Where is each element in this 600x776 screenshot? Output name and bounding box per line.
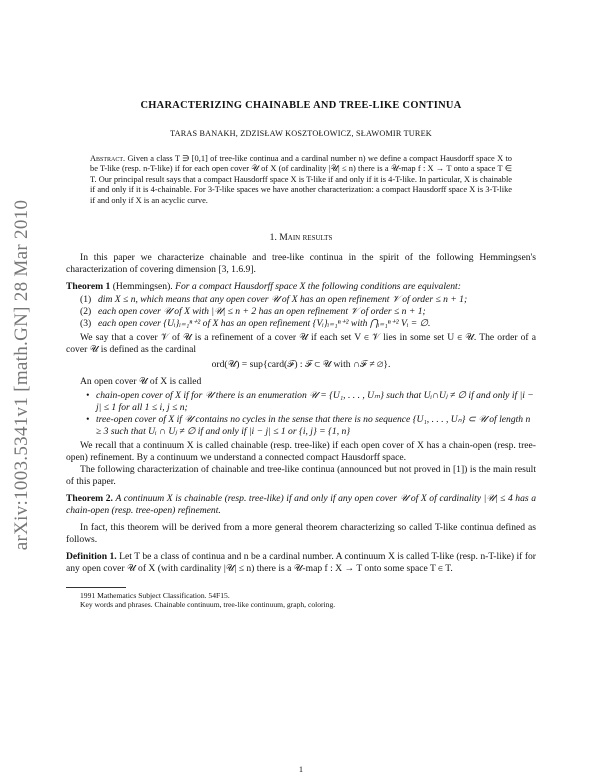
paper-authors: TARAS BANAKH, ZDZISŁAW KOSZTOŁOWICZ, SŁAWOMIR TUREK — [170, 129, 432, 138]
open-cover-intro: An open cover 𝒰 of X is called — [80, 376, 202, 388]
page-number: 1 — [298, 765, 304, 774]
condition-number: (3) — [80, 318, 92, 330]
theorem-1-conditions — [66, 294, 536, 330]
refinement-paragraph: We say that a cover 𝒱 of 𝒰 is a refinement of a cover 𝒰 if each set V ∈ 𝒱 lies in some set U ∈ 𝒰. The order of a cover 𝒰 is defined as the cardinal — [66, 332, 536, 356]
cover-types-list — [66, 390, 536, 438]
intro-paragraph: In this paper we characterize chainable and tree-like continua in the spirit of the following Hemmingsen's characterization of covering dimension [3, 1.6.9]. — [66, 252, 536, 276]
definition-1-text: Let T be a class of continua and n be a cardinal number. A continuum X is called T-like (resp. n-T-like) if for any open cover 𝒰 of X (with cardinality |𝒰| ≤ n) there is a 𝒰-map f : X → T onto some space T ∈ T. — [66, 551, 537, 575]
definition-1 — [66, 551, 536, 575]
footnote-rule — [66, 587, 126, 588]
abstract-label: Abstract. — [90, 154, 126, 163]
condition-item — [80, 306, 536, 318]
abstract-text: Given a class T ∋ [0,1] of tree-like continua and a cardinal number n) we define a compact Hausdorff space X to be T-like (resp. n-T-like) if for each open cover 𝒰 of X (of cardinality |𝒰| ≤ n) there is a 𝒰-map f : X → T onto a space T ∈ T. Our principal result says that a compact Hausdorff space X is T-like if and only if it is 4-T-like. In particular, X is chainable if and only if it is 4-chainable. For 3-T-like spaces we have another characterization: a compact Hausdorff space X is 3-T-like if and only if X is an acyclic curve. — [90, 154, 512, 205]
infact-paragraph: In fact, this theorem will be derived from a more general theorem characterizing so called T-like continua defined as follows. — [66, 522, 536, 546]
page-content — [66, 100, 537, 774]
paper-title: CHARACTERIZING CHAINABLE AND TREE-LIKE CONTINUA — [140, 100, 462, 111]
theorem-1-label: Theorem 1 — [66, 281, 111, 293]
definition-1-label: Definition 1. — [66, 551, 117, 563]
condition-item — [80, 294, 536, 306]
condition-number: (1) — [80, 294, 92, 306]
abstract — [90, 154, 512, 206]
footnotes — [66, 591, 536, 610]
theorem-2-statement: A continuum X is chainable (resp. tree-like) if and only if any open cover 𝒰 of X of cardinality |𝒰| ≤ 4 has a chain-open (resp. tree-open) refinement. — [66, 493, 536, 517]
section-number: 1. — [269, 232, 277, 244]
theorem-1 — [66, 281, 536, 293]
recall-paragraph: We recall that a continuum X is called chainable (resp. tree-like) if each open cover of X has a chain-open (resp. tree-open) refinement. By a continuum we understand a connected compact Hausdorff space. — [66, 440, 536, 464]
arxiv-stamp-container — [2, 150, 42, 600]
theorem-1-attribution: (Hemmingsen). — [112, 281, 173, 293]
bullet-chain-open: • chain-open cover of X if for 𝒰 there is an enumeration 𝒰 = {U₁, . . . , Uₘ} such that Uᵢ∩Uⱼ ≠ ∅ if and only if |i − j| ≤ 1 for all 1 ≤ i, j ≤ n; — [96, 390, 536, 414]
condition-item — [80, 318, 536, 330]
arxiv-stamp: arXiv:1003.5341v1 [math.GN] 28 Mar 2010 — [11, 199, 33, 551]
theorem-1-statement: For a compact Hausdorff space X the following conditions are equivalent: — [175, 281, 461, 293]
section-title: Main results — [279, 232, 333, 244]
footnote-keywords: Key words and phrases. Chainable continuum, tree-like continuum, graph, coloring. — [80, 600, 336, 610]
condition-text: each open cover {Uᵢ}ᵢ₌₁ⁿ⁺² of X has an open refinement {Vᵢ}ᵢ₌₁ⁿ⁺² with ⋂ᵢ₌₁ⁿ⁺² Vᵢ = ∅. — [98, 318, 431, 330]
condition-number: (2) — [80, 306, 92, 318]
condition-text: dim X ≤ n, which means that any open cover 𝒰 of X has an open refinement 𝒱 of order ≤ n + 1; — [98, 294, 468, 306]
following-paragraph: The following characterization of chainable and tree-like continua (announced but not proved in [1]) is the main result of this paper. — [66, 464, 536, 488]
condition-text: each open cover 𝒰 of X with |𝒰| ≤ n + 2 has an open refinement 𝒱 of order ≤ n + 1; — [98, 306, 426, 318]
footnote-classification: 1991 Mathematics Subject Classification. 54F15. — [80, 591, 230, 601]
section-heading — [66, 232, 536, 244]
bullet-tree-open: • tree-open cover of X if 𝒰 contains no cycles in the sense that there is no sequence {U₁, . . . , Uₙ} ⊂ 𝒰 of length n ≥ 3 such that Uᵢ ∩ Uⱼ ≠ ∅ if and only if |i − j| ≤ 1 or {i, j} = {1, n} — [96, 414, 536, 438]
theorem-2 — [66, 493, 536, 517]
ord-formula: ord(𝒰) = sup{card(ℱ) : ℱ ⊂ 𝒰 with ∩ℱ ≠ ∅}. — [211, 359, 391, 371]
theorem-2-label: Theorem 2. — [66, 493, 113, 505]
